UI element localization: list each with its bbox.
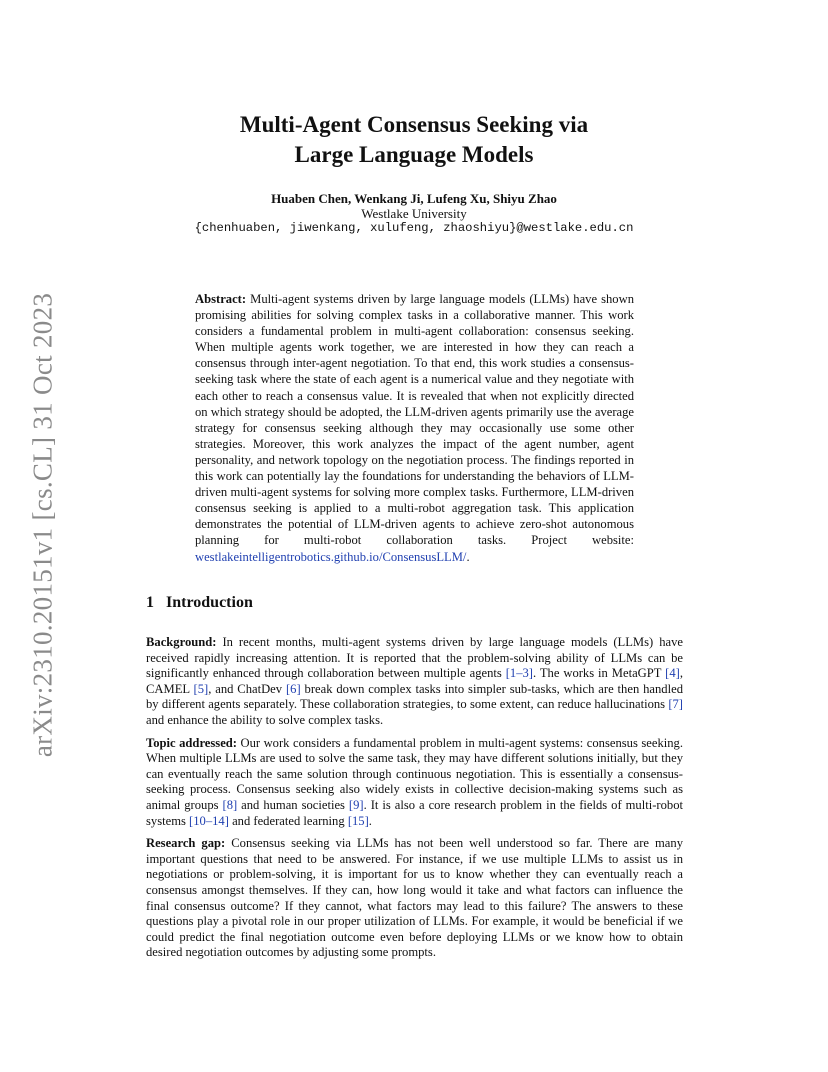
citation-link[interactable]: [4]: [665, 666, 680, 681]
section-heading-introduction: [146, 594, 253, 612]
arxiv-identifier-stamp: [23, 290, 63, 760]
paragraph-background: [146, 635, 683, 729]
paragraph-text: , and ChatDev: [208, 681, 286, 696]
paragraph-topic: [146, 736, 683, 830]
paragraph-text: Consensus seeking via LLMs has not been well understood so far. There are many important questions that need to be answered. For instance, if we use multiple LLMs to assist us in negotiations or problem-solving, it is important for us to know whether they can eventually reach a consensus amongst themselves. If they can, how long would it take and what factors can influence the final consensus outcome? If they cannot, what factors may lead to this failure? The answers to these questions play a pivotal role in our proper utilization of LLMs. For example, it would be beneficial if we could predict the final negotiation outcome even before deploying LLMs or we know how to obtain desired negotiation outcomes by adjusting some prompts.: [146, 836, 683, 960]
paragraph-text: and federated learning: [228, 813, 348, 828]
affiliation: Westlake University: [361, 206, 467, 221]
paragraph-text: and enhance the ability to solve complex tasks.: [146, 712, 384, 727]
citation-link[interactable]: [6]: [285, 681, 301, 696]
section-number: 1: [146, 594, 154, 611]
project-website-link[interactable]: westlakeintelligentrobotics.github.io/ConsensusLLM/: [195, 549, 467, 564]
background-label: Background:: [146, 635, 217, 649]
title-line-1: Multi-Agent Consensus Seeking via: [239, 112, 589, 137]
citation-link[interactable]: [8]: [222, 797, 238, 812]
author-block: [160, 191, 668, 236]
citation-link[interactable]: [9]: [348, 797, 364, 812]
title-line-2: Large Language Models: [294, 142, 534, 167]
paragraph-text: . It is also a core research problem in the fields of multi-robot systems: [146, 797, 683, 828]
citation-link[interactable]: [1–3]: [505, 666, 533, 681]
research-gap-label: Research gap:: [146, 836, 226, 851]
paragraph-text: . The works in MetaGPT: [533, 666, 666, 681]
paragraph-text: break down complex tasks into simpler sub-tasks, which are then handled by different agents separately. These collaboration strategies, to some extent, can reduce hallucinations: [146, 681, 683, 712]
arxiv-id-text: arXiv:2310.20151v1 [cs.CL] 31 Oct 2023: [27, 292, 58, 758]
paragraph-text: , CAMEL: [146, 666, 683, 696]
topic-label: Topic addressed:: [146, 735, 237, 750]
paragraph-text: and human societies: [237, 797, 349, 812]
introduction-body: [146, 635, 683, 968]
author-names: Huaben Chen, Wenkang Ji, Lufeng Xu, Shiyu Zhao: [271, 191, 557, 206]
citation-link[interactable]: [7]: [668, 697, 683, 712]
citation-link[interactable]: [5]: [193, 681, 209, 696]
abstract: [195, 291, 634, 565]
paragraph-text: Our work considers a fundamental problem in multi-agent systems: consensus seeking. When multiple LLMs are used to solve the same task, they may have different solutions initially, but they can eventually reach the same solution through continuous negotiation. This is essentially a consensus-seeking process. Consensus seeking also widely exists in collective decision-making systems such as animal groups: [146, 735, 683, 812]
abstract-text: Multi-agent systems driven by large language models (LLMs) have shown promising abilities for solving complex tasks in a collaborative manner. This work considers a fundamental problem in multi-agent collaboration: consensus seeking. When multiple agents work together, we are interested in how they can reach a consensus through inter-agent negotiation. To that end, this work studies a consensus-seeking task where the state of each agent is a numerical value and they negotiate with each other to reach a consensus value. It is revealed that when not explicitly directed on which strategy should be adopted, the LLM-driven agents primarily use the average strategy for consensus seeking although they may occasionally use some other strategies. Moreover, this work analyzes the impact of the agent number, agent personality, and network topology on the negotiation process. The findings reported in this work can potentially lay the foundations for understanding the behaviors of LLM-driven multi-agent systems for solving more complex tasks. Furthermore, LLM-driven consensus seeking is applied to a multi-robot aggregation task. This application demonstrates the potential of LLM-driven agents to achieve zero-shot autonomous planning for multi-robot collaboration tasks. Project website:: [195, 292, 634, 548]
paragraph-text: In recent months, multi-agent systems driven by large language models (LLMs) have received rapidly increasing attention. It is reported that the problem-solving ability of LLMs can be significantly enhanced through collaboration between multiple agents: [146, 635, 683, 681]
section-title: Introduction: [166, 594, 253, 611]
citation-link[interactable]: [10–14]: [189, 813, 229, 828]
paragraph-research-gap: [146, 836, 683, 961]
abstract-label: Abstract:: [195, 292, 247, 306]
author-emails: {chenhuaben, jiwenkang, xulufeng, zhaoshiyu}@westlake.edu.cn: [194, 221, 634, 235]
abstract-end: .: [466, 549, 470, 564]
paragraph-text: .: [368, 813, 372, 828]
citation-link[interactable]: [15]: [347, 813, 369, 828]
paper-title: [160, 110, 668, 170]
